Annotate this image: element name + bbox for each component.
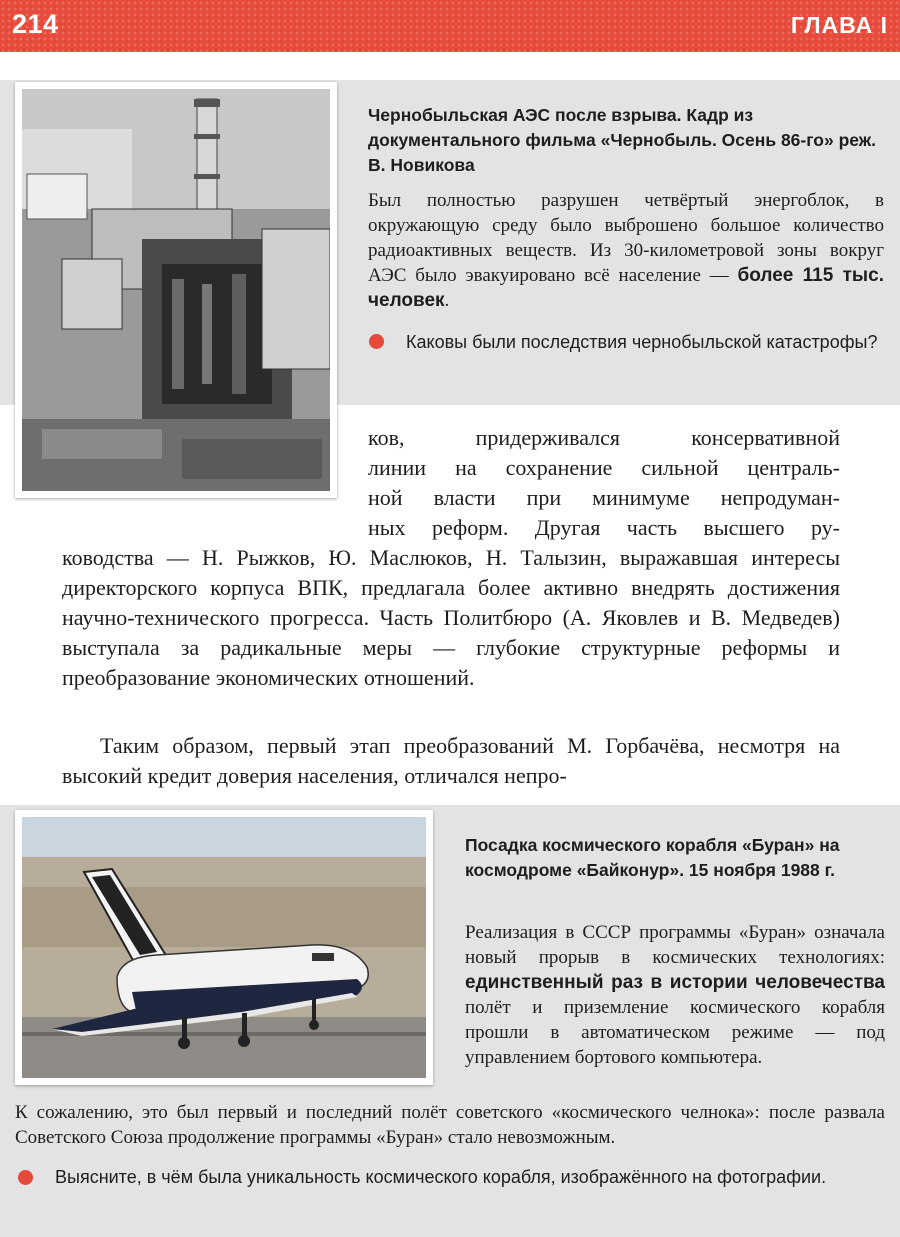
figure2-text-end: полёт и приземление космического корабля прошли в автоматическом режиме — под управлением бортового компьютера. — [465, 997, 885, 1068]
buran-photo-image — [22, 817, 426, 1078]
main-paragraph-2: Таким образом, первый этап преобразований М. Горбачёва, несмотря на высокий кредит доверия населения, отличался непро- — [62, 733, 840, 788]
figure2-caption — [465, 920, 885, 1070]
figure1-question: Каковы были последствия чернобыльской катастрофы? — [406, 332, 878, 352]
buran-photo — [15, 810, 433, 1085]
chernobyl-photo — [15, 82, 337, 498]
main-text-line: ной власти при минимуме непродуман- — [368, 485, 840, 510]
figure2-text: Реализация в СССР программы «Буран» означала новый прорыв в космических технологиях: — [465, 922, 885, 968]
main-text-line: ков, придерживался консервативной — [368, 425, 840, 450]
figure1-caption — [368, 188, 884, 313]
question-bullet-icon — [369, 334, 384, 349]
figure2-bold-text: единственный раз в истории человечества — [465, 972, 885, 993]
figure1-text: Был полностью разрушен четвёртый энергоблок, в окружающую среду было выброшено большое количество радиоактивных веществ. Из 30-километровой зоны вокруг АЭС было эвакуировано всё население — — [368, 190, 884, 286]
main-paragraph-1: ководства — Н. Рыжков, Ю. Маслюков, Н. Талызин, выражавшая интересы директорского корпуса ВПК, предлагала более активно внедрять достижения научно-технического прогресса. Часть Политбюро (А. Яковлев и В. Медведев) выступала за радикальные меры — глубокие структурные реформы и преобразование экономических отношений. — [62, 545, 840, 690]
figure2-question: Выясните, в чём была уникальность космического корабля, изображённого на фотографии. — [55, 1167, 827, 1187]
page-header — [0, 0, 900, 52]
chapter-label: ГЛАВА I — [790, 12, 888, 38]
figure1-title: Чернобыльская АЭС после взрыва. Кадр из документального фильма «Чернобыль. Осень 86-го» реж. В. Новикова — [368, 105, 877, 175]
figure1-bold-text: более 115 тыс. человек — [368, 265, 884, 311]
main-text-line: линии на сохранение сильной централь- — [368, 455, 840, 480]
chernobyl-photo-image — [22, 89, 330, 491]
figure2-continuation: К сожалению, это был первый и последний полёт советского «космического челнока»: после развала Советского Союза продолжение программы «Буран» стало невозможным. — [15, 1102, 885, 1148]
main-text-line: ных реформ. Другая часть высшего ру- — [368, 515, 840, 540]
figure1-text-end: . — [444, 290, 450, 311]
page-number: 214 — [12, 9, 59, 39]
figure2-title: Посадка космического корабля «Буран» на космодроме «Байконур». 15 ноября 1988 г. — [465, 835, 840, 880]
question-bullet-icon — [18, 1170, 33, 1185]
